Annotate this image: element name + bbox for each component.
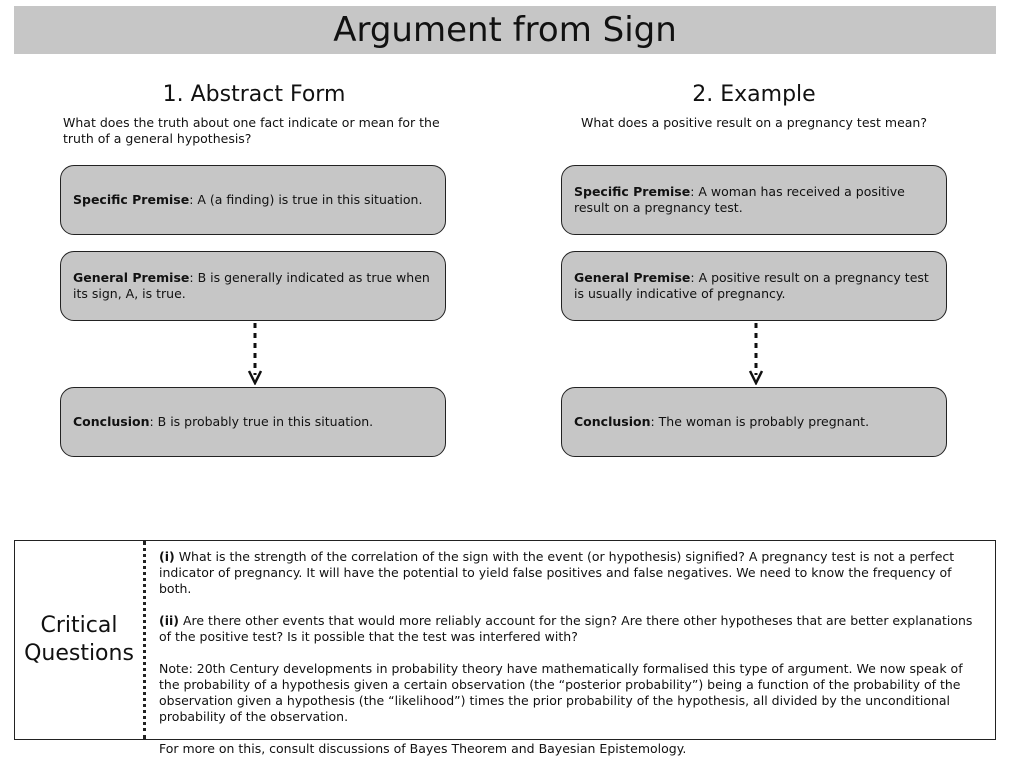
title-bar xyxy=(14,6,996,54)
specific-premise-label: Specific Premise xyxy=(73,192,190,207)
abstract-conclusion-box xyxy=(60,387,446,457)
abstract-form-heading: 1. Abstract Form xyxy=(162,82,346,107)
critical-questions-label xyxy=(15,541,143,739)
general-premise-label: General Premise xyxy=(73,270,190,285)
question-one-marker: (i) xyxy=(159,549,175,564)
abstract-specific-premise-box xyxy=(60,165,446,235)
critical-questions-text xyxy=(159,549,985,757)
critical-questions-label-line2: Questions xyxy=(24,641,134,666)
conclusion-label: Conclusion xyxy=(574,414,651,429)
general-premise-text: : B is generally indicated as true when its sign, A, is true. xyxy=(73,270,430,301)
example-question: What does a positive result on a pregnancy test mean? xyxy=(581,115,927,130)
question-two-text: Are there other events that would more reliably account for the sign? Are there other hypotheses that are better explanations of the positive test? Is it possible that the test was interfered with? xyxy=(159,613,973,644)
question-two-marker: (ii) xyxy=(159,613,179,628)
question-two xyxy=(159,613,985,645)
specific-premise-text: : A (a finding) is true in this situation. xyxy=(189,192,423,207)
probability-note: Note: 20th Century developments in probability theory have mathematically formalised this type of argument. We now speak of the probability of a hypothesis given a certain observation (the “posterior probability”) being a function of the probability of the observation given a hypothesis (the “likelihood”) times the prior probability of the hypothesis, all divided by the unconditional probability of the observation. xyxy=(159,661,963,724)
critical-questions-label-line1: Critical xyxy=(40,613,118,638)
specific-premise-label: Specific Premise xyxy=(574,184,691,199)
example-heading: 2. Example xyxy=(692,82,816,107)
example-general-premise-box xyxy=(561,251,947,321)
question-one-text: What is the strength of the correlation of the sign with the event (or hypothesis) signified? A pregnancy test is not a perfect indicator of pregnancy. It will have the potential to yield false positives and false negatives. We need to know the frequency of both. xyxy=(159,549,955,596)
conclusion-label: Conclusion xyxy=(73,414,150,429)
abstract-form-question: What does the truth about one fact indicate or mean for the truth of a general hypothesis? xyxy=(63,115,440,146)
page-title: Argument from Sign xyxy=(333,10,677,50)
conclusion-text: : B is probably true in this situation. xyxy=(149,414,374,429)
question-one xyxy=(159,549,985,597)
conclusion-text: : The woman is probably pregnant. xyxy=(650,414,870,429)
example-conclusion-box xyxy=(561,387,947,457)
example-inference-arrow xyxy=(748,323,764,385)
general-premise-label: General Premise xyxy=(574,270,691,285)
abstract-inference-arrow xyxy=(247,323,263,385)
abstract-general-premise-box xyxy=(60,251,446,321)
dotted-divider xyxy=(143,541,146,739)
specific-premise-text: : A woman has received a positive result on a pregnancy test. xyxy=(574,184,905,215)
further-reading-note: For more on this, consult discussions of Bayes Theorem and Bayesian Epistemology. xyxy=(159,741,687,756)
example-specific-premise-box xyxy=(561,165,947,235)
general-premise-text: : A positive result on a pregnancy test is usually indicative of pregnancy. xyxy=(574,270,929,301)
critical-questions-panel xyxy=(14,540,996,756)
